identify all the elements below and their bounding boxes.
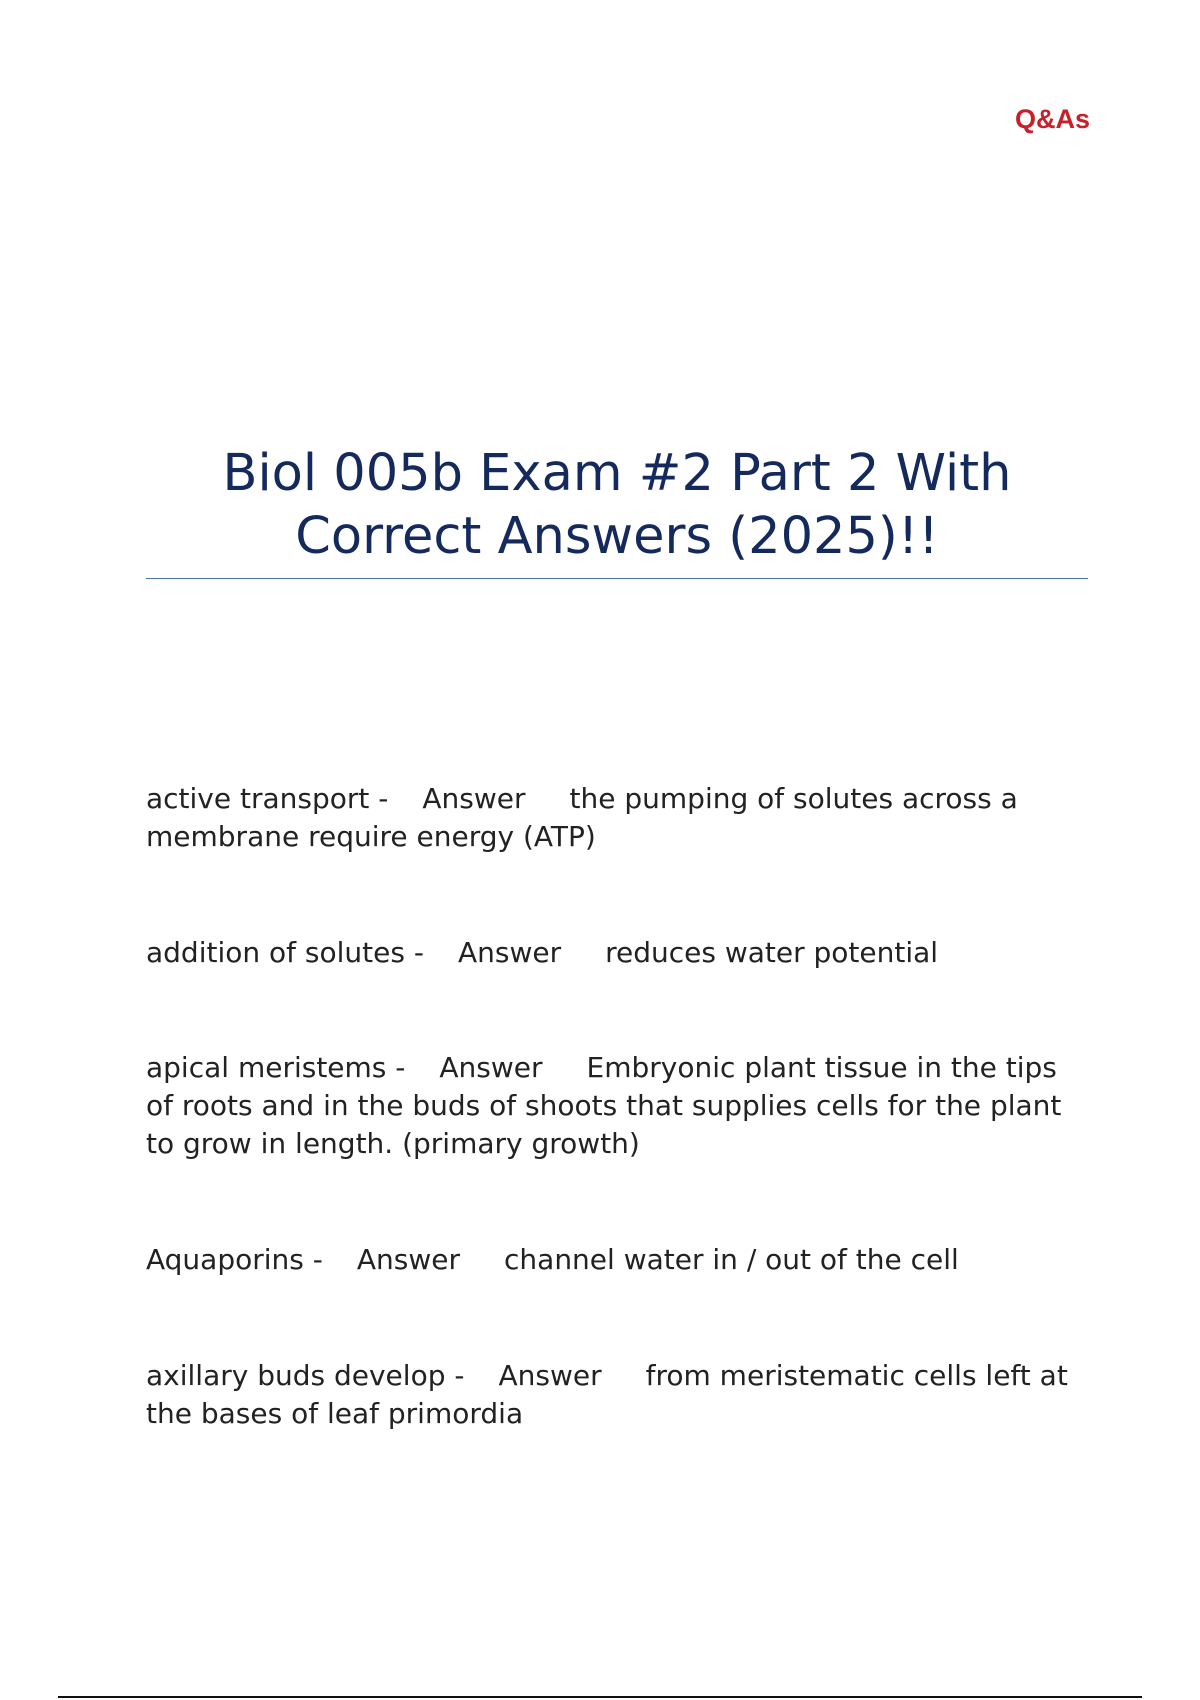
qa-term: Aquaporins - — [146, 1243, 323, 1276]
qa-answer-label: Answer — [422, 782, 526, 815]
qa-entry — [146, 1241, 1086, 1279]
qa-term: apical meristems - — [146, 1051, 406, 1084]
qa-answer: channel water in / out of the cell — [504, 1243, 959, 1276]
qa-entry — [146, 1049, 1086, 1163]
qa-term: axillary buds develop - — [146, 1359, 465, 1392]
qa-answer: Embryonic plant tissue in the tips of roots and in the buds of shoots that supplies cells for the plant to grow in length. (primary growth) — [146, 1051, 1062, 1160]
qa-term: active transport - — [146, 782, 389, 815]
qa-answer-label: Answer — [498, 1359, 602, 1392]
qa-answer: the pumping of solutes across a membrane require energy (ATP) — [146, 782, 1018, 853]
page-title — [146, 442, 1088, 568]
qa-answer: from meristematic cells left at the bases of leaf primordia — [146, 1359, 1068, 1430]
title-line-2: Correct Answers (2025)!! — [295, 507, 939, 566]
qa-term: addition of solutes - — [146, 936, 424, 969]
qa-entry — [146, 1357, 1086, 1433]
qa-entry — [146, 934, 1086, 972]
title-line-1: Biol 005b Exam #2 Part 2 With — [222, 444, 1012, 503]
header-tag: Q&As — [1014, 104, 1090, 134]
qa-answer-label: Answer — [439, 1051, 543, 1084]
qa-answer-label: Answer — [457, 936, 562, 969]
qa-entry — [146, 780, 1086, 856]
title-divider — [146, 578, 1088, 579]
qa-answer-label: Answer — [356, 1243, 461, 1276]
footer-divider — [58, 1696, 1142, 1698]
qa-answer: reduces water potential — [605, 936, 939, 969]
